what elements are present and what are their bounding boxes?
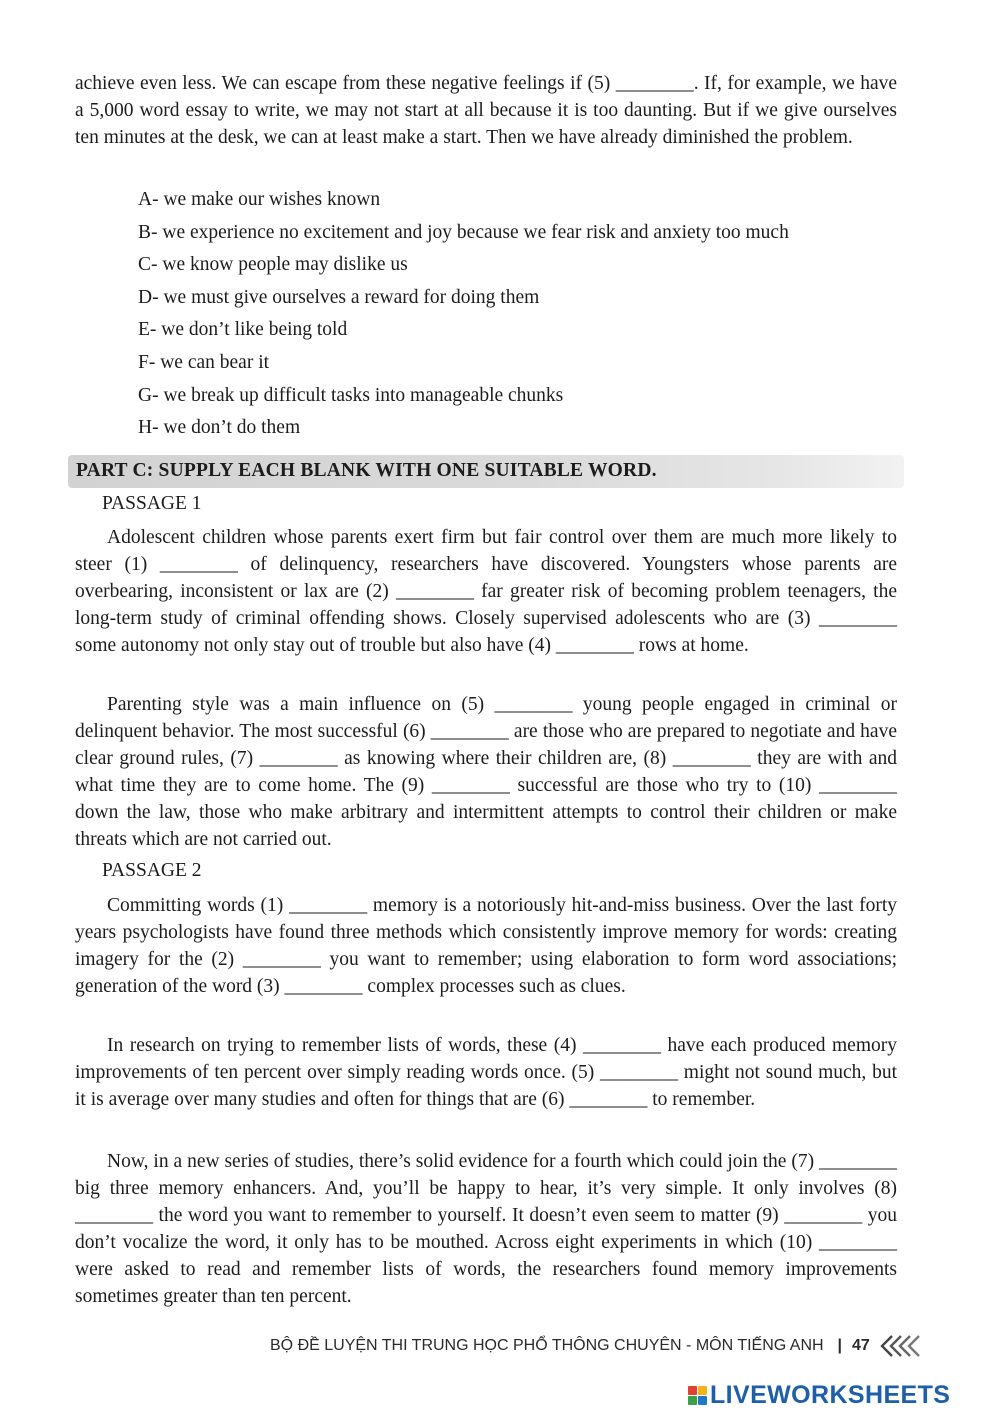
liveworksheets-watermark [688, 1380, 950, 1410]
option-c: C- we know people may dislike us [138, 254, 408, 276]
liveworksheets-logo-icon [688, 1386, 707, 1405]
passage-2-paragraph-2: In research on trying to remember lists of words, these (4) ________ have each produced memory improvements of ten percent over simply reading words once. (5) ________ might not sound much, but it is average over many studies and often for things that are (6) ________ to remember. [75, 1035, 897, 1110]
page-number: 47 [852, 1337, 870, 1354]
passage-1-paragraph-2: Parenting style was a main influence on (5) ________ young people engaged in criminal or delinquent behavior. The most successful (6) ________ are those who are prepared to negotiate and have clear ground rules, (7) ________ as knowing where their children are, (8) ________ they are with and what time they are to come home. The (9) ________ successful are those who try to (10) ________ down the law, those who make arbitrary and intermittent attempts to control their children or make threats which are not carried out. [75, 694, 897, 850]
option-d: D- we must give ourselves a reward for doing them [138, 286, 540, 308]
page-footer [270, 1331, 940, 1361]
option-e: E- we don’t like being told [138, 319, 348, 341]
passage-1-paragraph-1: Adolescent children whose parents exert firm but fair control over them are much more likely to steer (1) ________ of delinquency, researchers have discovered. Youngsters whose parents are overbearing, inconsistent or lax are (2) ________ far greater risk of becoming problem teenagers, the long-term study of criminal offending shows. Closely supervised adolescents who are (3) ________ some autonomy not only stay out of trouble but also have (4) ________ rows at home. [75, 527, 897, 656]
book-title: BỘ ĐỀ LUYỆN THI TRUNG HỌC PHỔ THÔNG CHUYÊN - MÔN TIẾNG ANH [270, 1337, 824, 1354]
passage-2-paragraph-3: Now, in a new series of studies, there’s solid evidence for a fourth which could join the (7) ________ big three memory enhancers. And, you’ll be happy to hear, it’s very simple. It only involves (8) ________ the word you want to remember to yourself. It doesn’t even seem to matter (9) ________ you don’t vocalize the word, it only has to be mouthed. Across eight experiments in which (10) ________ were asked to read and remember lists of words, the researchers found memory improvements sometimes greater than ten percent. [75, 1151, 897, 1307]
option-g: G- we break up difficult tasks into manageable chunks [138, 384, 564, 406]
part-c-header-bar [68, 455, 904, 488]
chevron-left-icon [880, 1334, 924, 1358]
option-h: H- we don’t do them [138, 417, 301, 439]
answer-options-list [138, 184, 789, 445]
top-paragraph: achieve even less. We can escape from these negative feelings if (5) ________. If, for example, we have a 5,000 word essay to write, we may not start at all because it is too daunting. But if we give ourselves ten minutes at the desk, we can at least make a start. Then we have already diminished the problem. [75, 73, 897, 148]
liveworksheets-wordmark: LIVEWORKSHEETS [710, 1380, 951, 1409]
passage-1-title: PASSAGE 1 [102, 493, 202, 514]
passage-2-title: PASSAGE 2 [102, 860, 202, 881]
passage-2-paragraph-1: Committing words (1) ________ memory is a notoriously hit-and-miss business. Over the last forty years psychologists have found three methods which consistently improve memory for words: creating imagery for the (2) ________ you want to remember; using elaboration to form word associations; generation of the word (3) ________ complex processes such as clues. [75, 895, 897, 997]
option-b: B- we experience no excitement and joy because we fear risk and anxiety too much [138, 221, 789, 243]
option-a: A- we make our wishes known [138, 189, 381, 210]
footer-separator: | [837, 1337, 843, 1354]
option-f: F- we can bear it [138, 351, 270, 373]
part-c-title: PART C: SUPPLY EACH BLANK WITH ONE SUITABLE WORD. [76, 460, 657, 481]
